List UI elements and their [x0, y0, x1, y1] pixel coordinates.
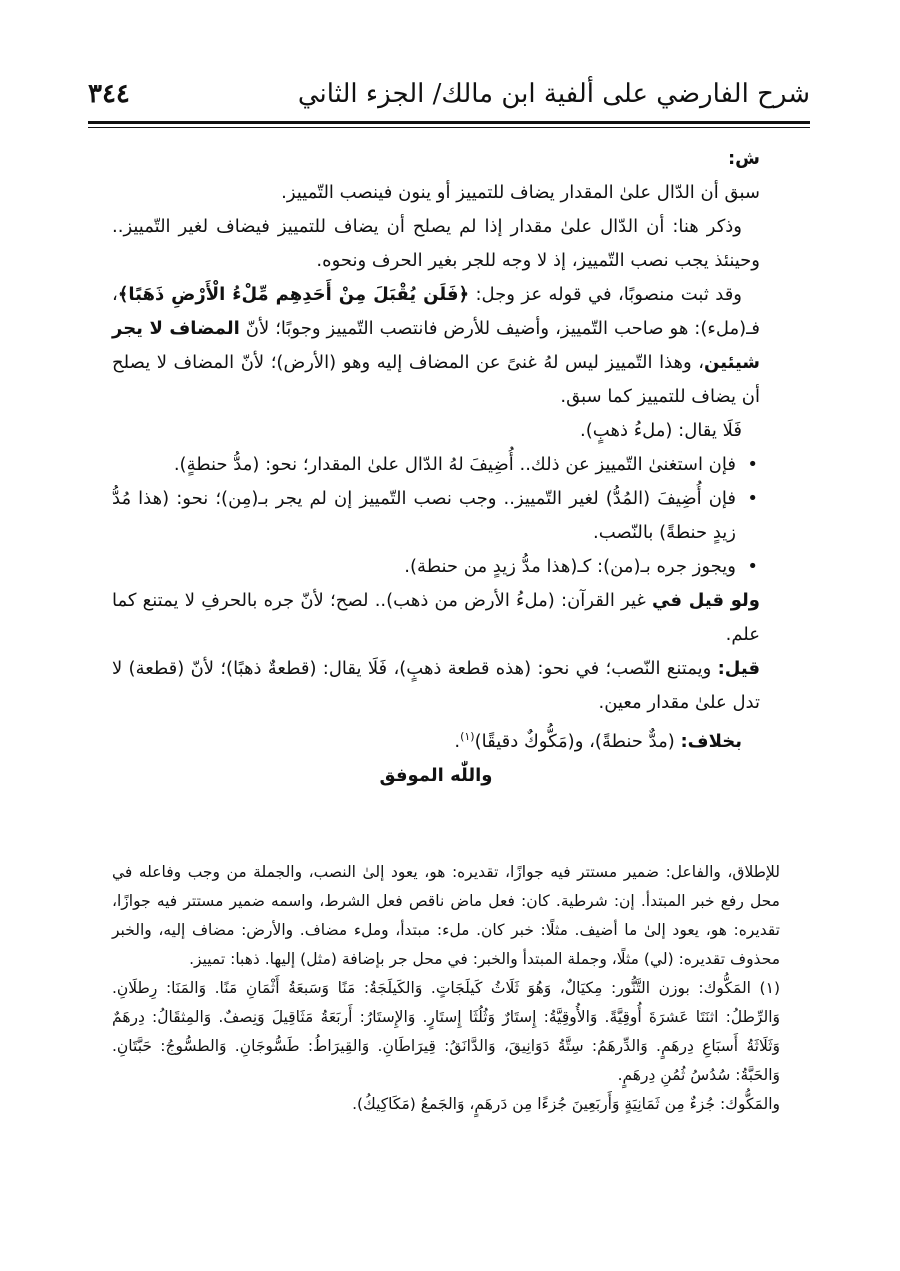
paragraph-7-bold: بخلاف: — [680, 731, 742, 752]
paragraph-3-bold: المضاف لا يجر شيئين — [112, 318, 760, 373]
paragraph-7-text: (مدٌّ حنطةً)، و(مَكُّوكٌ دقيقًا) — [474, 731, 681, 752]
bullet-item: • ويجوز جره بـ(من): كـ(هذا مدُّ زيدٍ من حنطة). — [112, 550, 736, 584]
header-title: شرح الفارضي على ألفية ابن مالك/ الجزء الثاني — [297, 79, 810, 109]
footnote-ref: (١) — [460, 730, 475, 743]
paragraph-7-end: . — [454, 731, 461, 752]
paragraph-1: سبق أن الدّال علىٰ المقدار يضاف للتمييز أو ينون فينصب التّمييز. — [281, 182, 760, 203]
header-rule-thin — [88, 127, 810, 128]
footnotes — [112, 858, 780, 1119]
paragraph-3-b: ، فـ(ملء): هو صاحب التّمييز، وأضيف للأرض فانتصب التّمييز وجوبًا؛ لأنّ — [112, 284, 761, 339]
page-number: ٣٤٤ — [88, 79, 130, 109]
running-header — [88, 74, 810, 122]
bullet-item: • فإن أُضِيفَ (المُدُّ) لغير التّمييز.. وجب نصب التّمييز إن لم يجر بـ(مِن)؛ نحو: (هذا مُدُّ زيدٍ حنطةً) بالنّصب. — [112, 482, 736, 550]
bullet-list — [112, 448, 760, 584]
paragraph-3-c: ، وهذا التّمييز ليس لهُ غنىً عن المضاف إليه وهو (الأرض)؛ لأنّ المضاف لا يصلح أن يضاف للتمييز كما سبق. — [112, 352, 760, 407]
paragraph-3 — [112, 278, 760, 414]
paragraph-3-a: وقد ثبت منصوبًا، في قوله عز وجل: — [469, 284, 742, 305]
paragraph-6 — [112, 652, 760, 720]
paragraph-6-text: ويمتنع النّصب؛ في نحو: (هذه قطعة ذهبٍ)، فَلَا يقال: (قطعةٌ ذهبًا)؛ لأنّ (قطعة) لا تدل علىٰ مقدار معين. — [112, 658, 760, 713]
closing-phrase: واللّٰه الموفق — [379, 765, 493, 786]
header-rule-thick — [88, 121, 810, 124]
footnote-1-end: والمَكُّوك: جُزءٌ مِن ثَمَانِيَةٍ وَأَربَعِينَ جُزءًا مِن دَرهَمٍ، وَالجَمعُ (مَكَاكِيكُ). — [352, 1095, 780, 1113]
paragraph-4: فَلَا يقال: (ملءُ ذهبٍ). — [580, 420, 742, 441]
quran-verse: ﴿فَلَن يُقْبَلَ مِنْ أَحَدِهِم مِّلْءُ الْأَرْضِ ذَهَبًا﴾ — [117, 284, 470, 305]
footnote-continuation: للإطلاق، والفاعل: ضمير مستتر فيه جوازًا، تقديره: هو، يعود إلىٰ النصب، والجملة من وجب وفاعله في محل رفع خبر المبتدأ. إن: شرطية. كان: فعل ماض ناقص فعل الشرط، واسمه ضمير مستتر فيه جوازًا، تقديره: هو، يعود إلىٰ ما أضيف. مثلًا: خبر كان. ملء: مبتدأ، وملء مضاف. والأرض: مضاف إليه، والخبر محذوف تقديره: (لي) مثلًا، وجملة المبتدأ والخبر: في محل جر بإضافة (مثل) إليها. ذهبا: تمييز. — [112, 863, 780, 968]
paragraph-7 — [112, 720, 760, 759]
paragraph-5 — [112, 584, 760, 652]
paragraph-6-bold: قيل: — [717, 658, 760, 679]
paragraph-5-bold: ولو قيل في — [652, 590, 760, 611]
paragraph-5-text: غير القرآن: (ملءُ الأرض من ذهب).. لصح؛ لأنّ جره بالحرفِ لا يمتنع كما علم. — [112, 590, 760, 645]
main-text — [112, 142, 760, 793]
paragraph-2: وذكر هنا: أن الدّال علىٰ مقدار إذا لم يصلح أن يضاف للتمييز فيضاف لغير التّمييز.. وحينئذ يجب نصب التّمييز، إذ لا وجه للجر بغير الحرف ونحوه. — [112, 216, 760, 271]
bullet-item: • فإن استغنىٰ التّمييز عن ذلك.. أُضِيفَ لهُ الدّال علىٰ المقدار؛ نحو: (مدُّ حنطةٍ). — [112, 448, 736, 482]
commentary-marker: ش: — [727, 148, 760, 169]
footnote-1: (١) المَكُّوك: بوزن التَّنُّور: مِكيَالٌ، وَهُوَ ثَلَاثُ كَيلَجَاتٍ. وَالكَيلَجَةُ: مَنًا وَسَبعَةُ أَثْمَانِ مَنًا. وَالمَنَا: رِطلَانِ. وَالرِّطلُ: اثنَتَا عَشرَةَ أُوقِيَّةً. وَالأُوقِيَّةُ: إِستَارٌ وَثُلُثَا إِستَارٍ. وَالإِستَارُ: أَربَعَةُ مَثَاقِيلَ وَنِصفٌ. وَالمِثقَالُ: دِرهَمٌ وَثَلَاثَةُ أَسبَاعِ دِرهَمٍ. وَالدِّرهَمُ: سِتَّةُ دَوَانِيقَ، وَالدَّانَقُ: قِيرَاطَانِ. وَالقِيرَاطُ: طَسُّوجَانِ. وَالطسُّوجُ: حَبَّتَانِ. وَالحَبَّةُ: سُدُسُ ثُمُنِ دِرهَمٍ. — [112, 979, 780, 1084]
